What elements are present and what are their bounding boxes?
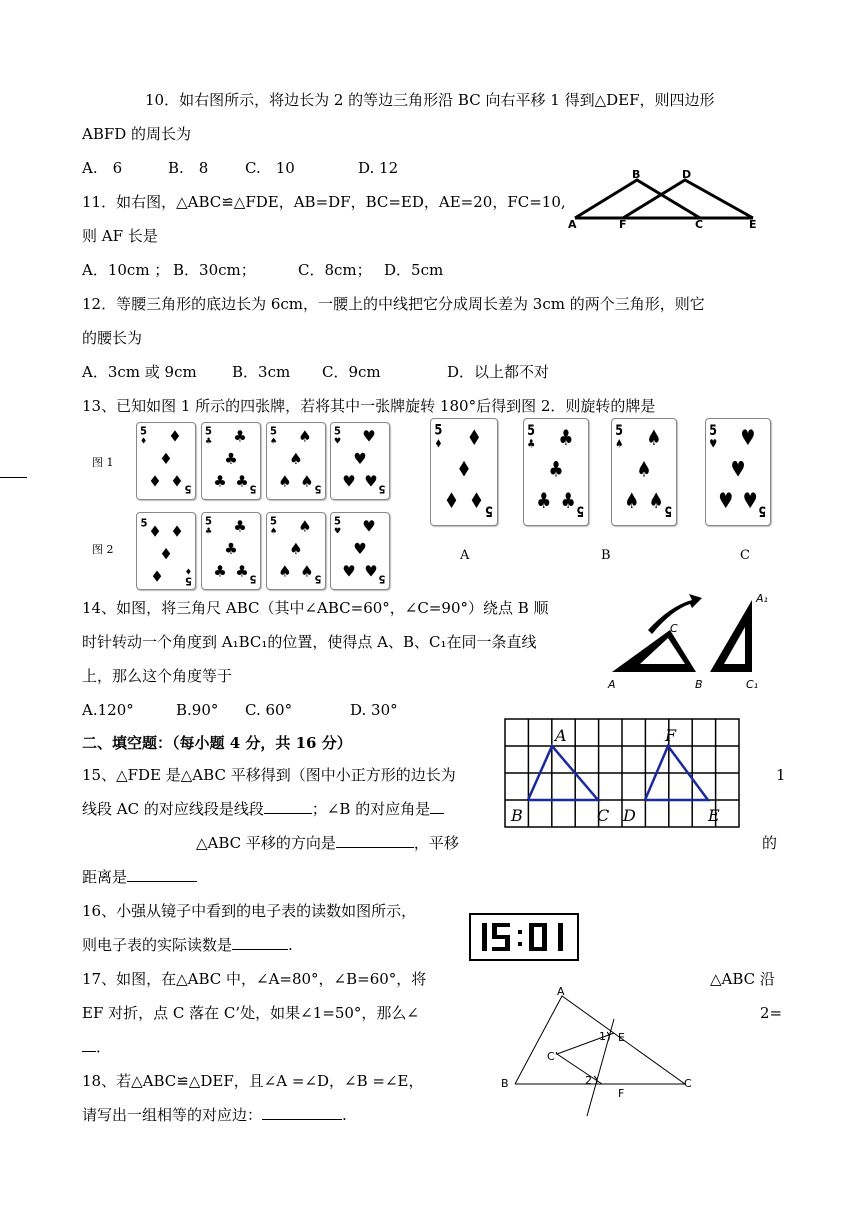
q15-line3-b: ，平移 xyxy=(413,834,459,852)
q11-label-a: A xyxy=(568,218,577,231)
q11-option-a: A．10cm ； xyxy=(82,261,170,279)
q16-line2-label: 则电子表的实际读数是 xyxy=(82,936,233,954)
q15-line1-tail: 1 xyxy=(776,766,786,784)
q17-label-c: C xyxy=(684,1077,692,1090)
q15-line3-tail: 的 xyxy=(762,834,778,852)
svg-text:♠: ♠ xyxy=(270,435,278,446)
svg-text:5: 5 xyxy=(140,518,148,530)
svg-text:♦: ♦ xyxy=(443,487,460,514)
svg-text:♥: ♥ xyxy=(353,539,367,559)
svg-text:♥: ♥ xyxy=(709,438,718,452)
card-rank: 5 xyxy=(709,422,717,440)
fig1-card-heart xyxy=(330,422,390,500)
svg-text:♠: ♠ xyxy=(278,562,292,581)
svg-text:♣: ♣ xyxy=(205,435,213,446)
choice-a-label: A xyxy=(460,548,470,563)
svg-text:♥: ♥ xyxy=(334,435,342,446)
card-rank: 5 xyxy=(527,422,535,440)
svg-text:♦: ♦ xyxy=(159,543,173,563)
card-rank: 5 xyxy=(334,426,341,438)
q10-line1: 10．如右图所示，将边长为 2 的等边三角形沿 BC 向右平移 1 得到△DEF，则四边形 xyxy=(145,91,715,109)
q17-label-b: B xyxy=(501,1077,509,1090)
q15-line2 xyxy=(82,799,444,819)
svg-text:5: 5 xyxy=(378,572,386,584)
q15-label-b: B xyxy=(511,806,523,825)
svg-text:♠: ♠ xyxy=(300,562,314,581)
q14-option-d: D. 30° xyxy=(350,701,398,719)
q12-option-b: B．3cm xyxy=(232,363,291,381)
q17-label-e: E xyxy=(618,1031,625,1044)
svg-text:♣: ♣ xyxy=(536,487,552,514)
q11-label-c: C xyxy=(695,218,704,231)
section2-title: 二、填空题：（每小题 4 分，共 16 分） xyxy=(82,734,352,752)
q18-line2-label: 请写出一组相等的对应边： xyxy=(82,1106,263,1124)
q14-label-a: A xyxy=(608,678,616,691)
q17-line2-tail: 2= xyxy=(760,1004,783,1022)
svg-text:♠: ♠ xyxy=(298,427,312,446)
svg-text:♥: ♥ xyxy=(718,487,734,514)
q11-triangle-figure xyxy=(565,168,765,233)
svg-text:♠: ♠ xyxy=(646,424,662,451)
q14-label-b: B xyxy=(695,678,703,691)
choice-c-label: C xyxy=(740,548,750,563)
q10-line2: ABFD 的周长为 xyxy=(82,125,192,143)
mirrored-clock-figure xyxy=(470,914,580,962)
svg-text:♥: ♥ xyxy=(353,449,367,469)
q12-line1: 12．等腰三角形的底边长为 6cm，一腰上的中线把它分成周长差为 3cm 的两个三角形，则它 xyxy=(82,295,705,313)
svg-text:♦: ♦ xyxy=(434,437,443,451)
svg-text:♣: ♣ xyxy=(213,472,227,491)
q11-option-d: D．5cm xyxy=(384,261,444,279)
fig2-card-spade xyxy=(266,512,326,590)
svg-text:♣: ♣ xyxy=(558,424,574,451)
card-rank: 5 xyxy=(205,516,212,528)
svg-text:♦: ♦ xyxy=(150,566,164,585)
q11-label-d: D xyxy=(682,168,692,181)
svg-text:♥: ♥ xyxy=(342,562,356,581)
svg-text:♦: ♦ xyxy=(168,427,182,446)
q17-fold-figure xyxy=(495,984,700,1114)
svg-text:♦: ♦ xyxy=(468,487,485,514)
svg-text:♠: ♠ xyxy=(278,472,292,491)
svg-text:♣: ♣ xyxy=(560,487,576,514)
card-rank: 5 xyxy=(615,422,623,440)
svg-text:♦: ♦ xyxy=(159,449,173,469)
fig2-card-diamond xyxy=(136,512,196,590)
svg-text:♣: ♣ xyxy=(233,517,247,536)
q12-option-c: C．9cm xyxy=(322,363,381,381)
q15-blank-1[interactable] xyxy=(264,799,312,814)
q17-line3 xyxy=(82,1037,111,1057)
svg-text:5: 5 xyxy=(378,482,386,494)
q17-label-1: 1 xyxy=(599,1030,606,1043)
q15-label-f: F xyxy=(665,726,677,745)
q10-option-a: A. 6 xyxy=(82,159,123,177)
q15-label-c: C xyxy=(597,806,610,825)
q16-line2-end: . xyxy=(288,936,293,954)
fig1-card-club xyxy=(201,422,261,500)
q15-grid-figure xyxy=(505,719,740,829)
q15-line3 xyxy=(196,833,459,853)
choice-a-card xyxy=(430,418,498,526)
svg-text:♠: ♠ xyxy=(624,487,640,514)
svg-text:5: 5 xyxy=(249,482,257,494)
q14-label-c: C xyxy=(670,622,678,635)
svg-text:♠: ♠ xyxy=(636,456,652,482)
q16-line1: 16、小强从镜子中看到的电子表的读数如图所示， xyxy=(82,902,417,920)
svg-text:♦: ♦ xyxy=(148,472,162,491)
q15-blank-2[interactable] xyxy=(430,799,444,814)
svg-text:♦: ♦ xyxy=(140,435,148,446)
svg-text:♦: ♦ xyxy=(466,424,482,451)
card-rank: 5 xyxy=(270,516,277,528)
svg-text:♠: ♠ xyxy=(289,449,303,469)
q11-option-c: C．8cm； xyxy=(298,261,372,279)
svg-text:♦: ♦ xyxy=(184,566,192,577)
q14-option-a: A.120° xyxy=(82,701,134,719)
q14-line1: 14、如图，将三角尺 ABC（其中∠ABC=60°，∠C=90°）绕点 B 顺 xyxy=(82,599,549,617)
q17-line2: EF 对折，点 C 落在 C’处，如果∠1=50°，那么∠ xyxy=(82,1004,419,1022)
q14-label-a1: A₁ xyxy=(756,592,768,605)
q15-blank-4[interactable] xyxy=(127,867,197,882)
q14-option-c: C. 60° xyxy=(245,701,293,719)
q15-line1: 15、△FDE 是△ABC 平移得到（图中小正方形的边长为 xyxy=(82,766,456,784)
svg-text:♦: ♦ xyxy=(148,521,162,540)
svg-text:♦: ♦ xyxy=(170,521,184,540)
svg-text:♠: ♠ xyxy=(648,487,664,514)
svg-text:♥: ♥ xyxy=(362,427,376,446)
q14-option-b: B.90° xyxy=(176,701,219,719)
q12-option-d: D．以上都不对 xyxy=(447,363,550,381)
svg-text:♥: ♥ xyxy=(742,487,758,514)
svg-text:♣: ♣ xyxy=(235,472,249,491)
svg-text:♠: ♠ xyxy=(270,525,278,536)
svg-text:5: 5 xyxy=(664,501,673,519)
q11-label-f: F xyxy=(619,218,627,231)
svg-text:5: 5 xyxy=(758,501,767,519)
q14-line2: 时针转动一个角度到 A₁BC₁的位置，使得点 A、B、C₁在同一条直线 xyxy=(82,633,537,651)
card-rank: 5 xyxy=(434,422,443,440)
q10-option-b: B. 8 xyxy=(168,159,209,177)
svg-text:♥: ♥ xyxy=(740,424,756,451)
choice-d-card xyxy=(705,418,771,526)
svg-text:♥: ♥ xyxy=(334,525,342,536)
q15-label-a: A xyxy=(555,726,567,745)
fig1-card-diamond xyxy=(136,422,196,500)
svg-text:♠: ♠ xyxy=(298,517,312,536)
q17-blank[interactable] xyxy=(82,1037,96,1052)
q18-line2 xyxy=(82,1105,347,1125)
svg-text:♠: ♠ xyxy=(615,438,624,452)
svg-text:♥: ♥ xyxy=(364,562,378,581)
q17-label-2: 2 xyxy=(585,1074,592,1087)
svg-text:5: 5 xyxy=(249,572,257,584)
q17-line1-tail: △ABC 沿 xyxy=(710,970,775,988)
svg-text:♠: ♠ xyxy=(289,539,303,559)
fig2-card-club xyxy=(201,512,261,590)
q11-label-e: E xyxy=(749,218,757,231)
q16-blank[interactable] xyxy=(232,935,288,950)
fig2-label: 图 2 xyxy=(92,543,114,556)
q11-label-b: B xyxy=(632,168,641,181)
q16-line2 xyxy=(82,935,293,955)
q15-blank-3[interactable] xyxy=(336,833,414,848)
svg-text:♣: ♣ xyxy=(205,525,213,536)
svg-text:5: 5 xyxy=(485,501,493,519)
card-rank: 5 xyxy=(334,516,341,528)
q18-line1: 18、若△ABC≌△DEF，且∠A =∠D，∠B =∠E， xyxy=(82,1072,424,1090)
q15-line4 xyxy=(82,867,197,887)
q17-line3-end: ． xyxy=(96,1038,112,1056)
svg-text:5: 5 xyxy=(314,482,322,494)
svg-text:♣: ♣ xyxy=(213,562,227,581)
svg-text:♣: ♣ xyxy=(235,562,249,581)
svg-text:♥: ♥ xyxy=(342,472,356,491)
card-rank: 5 xyxy=(205,426,212,438)
q11-line1: 11．如右图，△ABC≌△FDE，AB=DF，BC=ED，AE=20，FC=10, xyxy=(82,193,566,211)
q15-line3-a: △ABC 平移的方向是 xyxy=(196,834,336,852)
svg-text:♣: ♣ xyxy=(527,438,536,452)
card-rank: 5 xyxy=(185,574,192,586)
svg-text:♥: ♥ xyxy=(362,517,376,536)
q10-option-d: D. 12 xyxy=(358,159,399,177)
q17-label-f: F xyxy=(618,1087,625,1100)
q15-label-e: E xyxy=(708,806,720,825)
svg-text:5: 5 xyxy=(184,482,192,494)
card-rank: 5 xyxy=(270,426,277,438)
choice-c-card xyxy=(611,418,677,526)
svg-text:♣: ♣ xyxy=(233,427,247,446)
q17-label-a: A xyxy=(557,985,565,998)
q11-option-b: B．30cm； xyxy=(173,261,256,279)
q15-line2-b: ；∠B 的对应角是 xyxy=(311,800,431,818)
margin-mark xyxy=(0,477,27,478)
q15-label-d: D xyxy=(623,806,636,825)
q17-label-c-prime: C’ xyxy=(547,1050,559,1063)
svg-text:♦: ♦ xyxy=(456,456,472,482)
fig1-card-spade xyxy=(266,422,326,500)
svg-text:♥: ♥ xyxy=(730,456,746,482)
q14-set-square-figure xyxy=(600,592,780,694)
svg-text:♦: ♦ xyxy=(170,472,184,491)
q15-line4-label: 距离是 xyxy=(82,868,128,886)
q13-line1: 13、已知如图 1 所示的四张牌，若将其中一张牌旋转 180°后得到图 2．则旋转的牌是 xyxy=(82,397,656,415)
card-rank: 5 xyxy=(140,426,147,438)
svg-text:♠: ♠ xyxy=(300,472,314,491)
q15-line2-a: 线段 AC 的对应线段是线段 xyxy=(82,800,264,818)
q12-option-a: A．3cm 或 9cm xyxy=(82,363,197,381)
fig2-card-heart xyxy=(330,512,390,590)
q18-line2-end: . xyxy=(342,1106,347,1124)
q14-line3: 上，那么这个角度等于 xyxy=(82,667,233,685)
svg-text:♣: ♣ xyxy=(224,449,238,469)
q11-line2: 则 AF 长是 xyxy=(82,227,158,245)
svg-text:♣: ♣ xyxy=(224,539,238,559)
q12-line2: 的腰长为 xyxy=(82,329,143,347)
svg-text:♣: ♣ xyxy=(548,456,564,482)
svg-text:5: 5 xyxy=(576,501,585,519)
q10-option-c: C. 10 xyxy=(245,159,295,177)
fig1-label: 图 1 xyxy=(92,456,114,469)
svg-text:♥: ♥ xyxy=(364,472,378,491)
q18-blank[interactable] xyxy=(262,1105,342,1120)
q17-line1: 17、如图，在△ABC 中，∠A=80°，∠B=60°，将 xyxy=(82,970,427,988)
q14-label-c1: C₁ xyxy=(746,678,759,691)
choice-b-card xyxy=(523,418,589,526)
svg-text:5: 5 xyxy=(314,572,322,584)
choice-b-label: B xyxy=(601,548,611,563)
